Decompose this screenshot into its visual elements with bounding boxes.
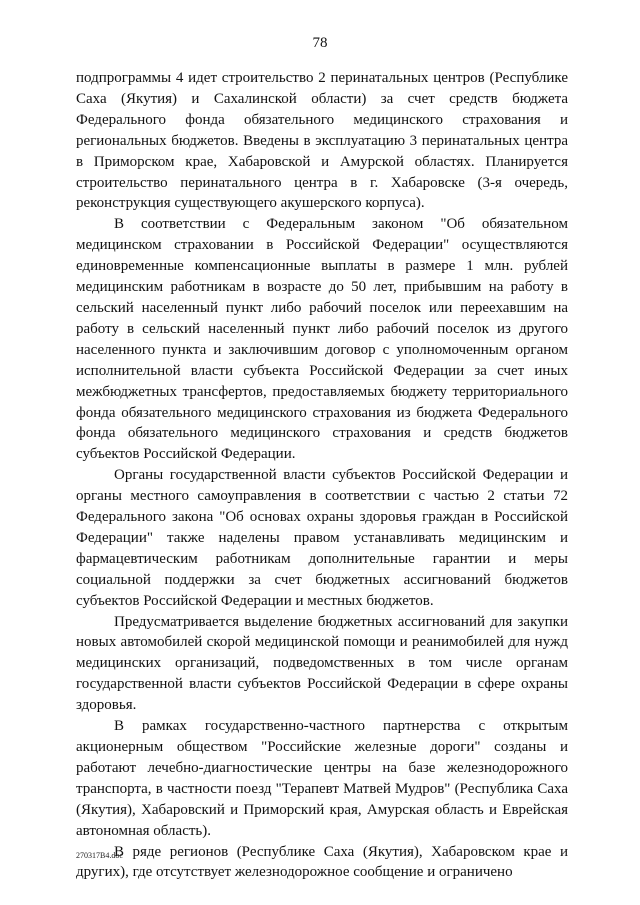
paragraph-railway-partnership: В рамках государственно-частного партнерства с открытым акционерным обществом "Российские железные дороги" созданы и работают лечебно-диагностические центры на базе железнодорожного транспорта, в частности поезд "Терапевт Матвей Мудров" (Республика Саха (Якутия), Хабаровский и Приморский края, Амурская область и Еврейская автономная область). [76,718,568,839]
paragraph-regional-authorities: Органы государственной власти субъектов Российской Федерации и органы местного самоуправления в соответствии с частью 2 статьи 72 Федерального закона "Об основах охраны здоровья граждан в Российской Федерации" также наделены правом устанавливать медицинским и фармацевтическим работникам дополнительные гарантии и меры социальной поддержки за счет бюджетных ассигнований бюджетов субъектов Российской Федерации и местных бюджетов. [76,467,568,609]
paragraph-remote-regions: В ряде регионов (Республике Саха (Якутия), Хабаровском крае и других), где отсутствует железнодорожное сообщение и ограничено [76,843,568,881]
paragraph-ambulance-procurement: Предусматривается выделение бюджетных ассигнований для закупки новых автомобилей скорой медицинской помощи и реанимобилей для нужд медицинских организаций, подведомственных в том числе органам государственной власти субъектов Российской Федерации в сфере охраны здоровья. [76,613,568,714]
paragraph-continuation: подпрограммы 4 идет строительство 2 перинатальных центров (Республике Саха (Якутия) и Сахалинской области) за счет средств бюджета Федерального фонда обязательного медицинского страхования и региональных бюджетов. Введены в эксплуатацию 3 перинатальных центра в Приморском крае, Хабаровской и Амурской областях. Планируется строительство перинатального центра в г. Хабаровске (3-я очередь, реконструкция существующего акушерского корпуса). [76,70,568,212]
paragraph-compensation-payments: В соответствии с Федеральным законом "Об обязательном медицинском страховании в Российской Федерации" осуществляются единовременные компенсационные выплаты в размере 1 млн. рублей медицинским работникам в возрасте до 50 лет, прибывшим на работу в сельский населенный пункт либо рабочий поселок или переехавшим на работу в сельский населенный пункт либо рабочий поселок из другого населенного пункта и заключившим договор с уполномоченным органом исполнительной власти субъекта Российской Федерации за счет иных межбюджетных трансфертов, предоставляемых бюджету территориального фонда обязательного медицинского страхования из бюджета Федерального фонда обязательного медицинского страхования и средств бюджетов субъектов Российской Федерации. [76,216,568,463]
footer-filename: 270317B4.doc [76,851,123,860]
page-number: 78 [312,35,328,51]
body-text [76,68,568,883]
